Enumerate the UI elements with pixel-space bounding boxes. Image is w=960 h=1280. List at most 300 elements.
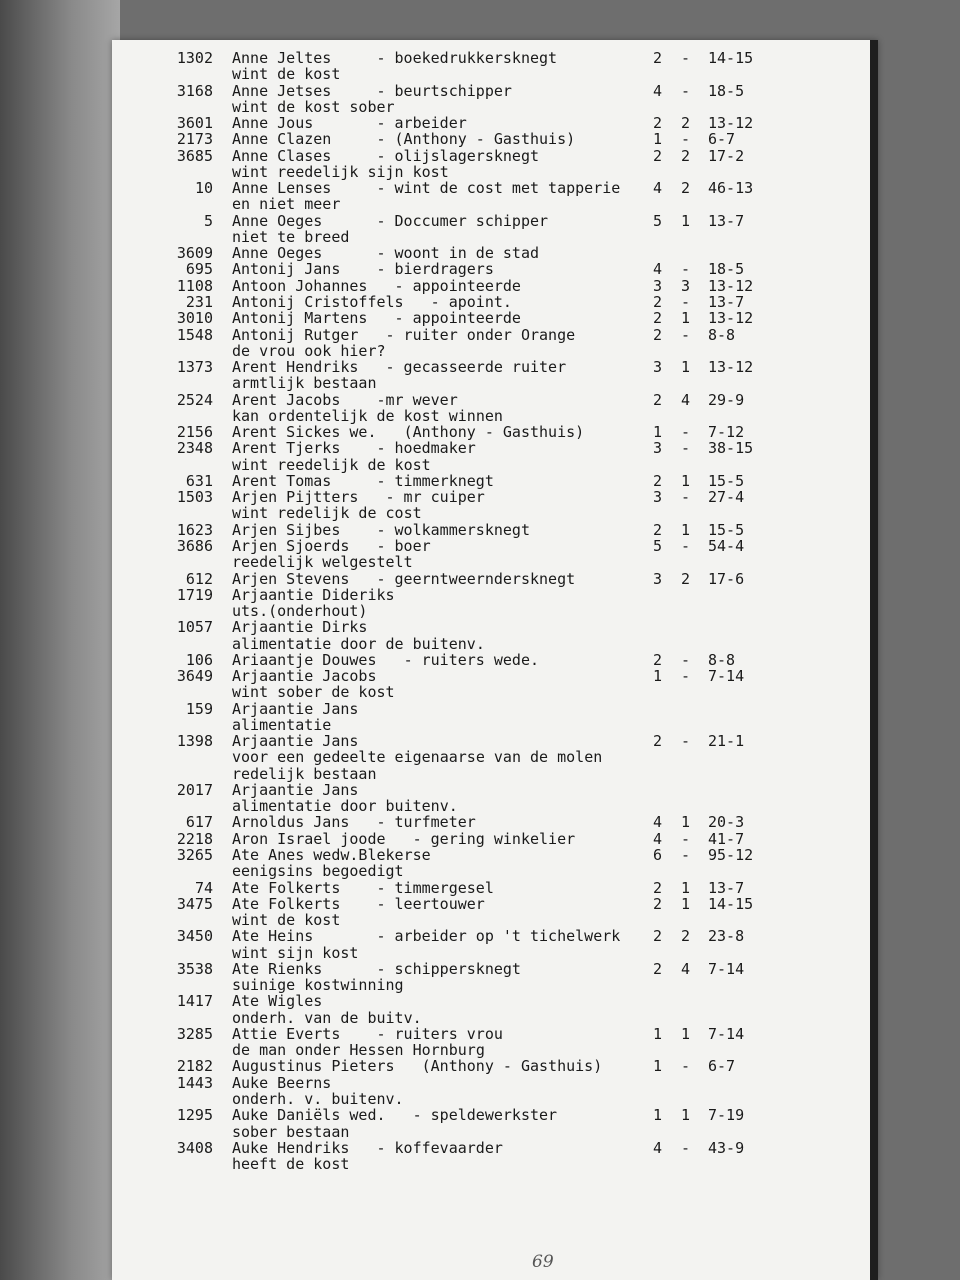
entry-number: 1417 <box>176 992 213 1011</box>
entry-occupation: -mr wever <box>376 390 458 409</box>
entry-name: Arent Hendriks <box>232 358 359 377</box>
entry-name: Antoon Johannes <box>232 276 368 295</box>
entry-note-row <box>112 912 878 928</box>
entry-number: 2348 <box>176 439 213 458</box>
entry-note: onderh. v. buitenv. <box>232 1090 404 1108</box>
entry-occupation: - bierdragers <box>376 260 494 279</box>
entry-row <box>112 880 878 896</box>
entry-col-b: - <box>681 439 691 458</box>
entry-row <box>112 424 878 440</box>
entry-occupation: - ruiters vrou <box>376 1024 503 1043</box>
entry-col-b: - <box>681 81 691 100</box>
entry-col-c: 43-9 <box>708 1138 745 1157</box>
entry-col-a: 2 <box>653 292 663 311</box>
entry-row <box>112 522 878 538</box>
entry-name: Arjen Stevens <box>232 569 350 588</box>
entry-name: Augustinus Pieters <box>232 1057 395 1076</box>
entry-name: Anne Jetses <box>232 81 332 100</box>
entry-row <box>112 359 878 375</box>
entry-number: 74 <box>194 878 213 897</box>
entry-col-c: 17-2 <box>708 146 745 165</box>
entry-name: Anne Oeges <box>232 244 323 263</box>
entry-col-a: 2 <box>653 49 663 67</box>
entry-row <box>112 50 878 66</box>
entry-col-a: 4 <box>653 260 663 279</box>
entry-number: 2182 <box>176 1057 213 1076</box>
entry-col-b: - <box>681 846 691 865</box>
entry-name: Arjen Sijbes <box>232 520 341 539</box>
entry-col-a: 2 <box>653 650 663 669</box>
entry-col-b: 1 <box>681 211 691 230</box>
entry-col-c: 15-5 <box>708 520 745 539</box>
document-page <box>112 40 878 1280</box>
entry-number: 2173 <box>176 130 213 149</box>
entry-number: 1398 <box>176 732 213 751</box>
entry-number: 3475 <box>176 894 213 913</box>
entry-number: 3538 <box>176 959 213 978</box>
entry-row <box>112 961 878 977</box>
entry-note-row <box>112 343 878 359</box>
entry-row <box>112 1107 878 1123</box>
entry-note-row <box>112 408 878 424</box>
entry-row <box>112 278 878 294</box>
entry-col-c: 15-5 <box>708 471 745 490</box>
entry-occupation: - appointeerde <box>394 309 521 328</box>
entry-col-a: 5 <box>653 211 663 230</box>
entry-note-row <box>112 457 878 473</box>
entry-note-row <box>112 863 878 879</box>
entry-col-a: 3 <box>653 358 663 377</box>
entry-col-b: 1 <box>681 520 691 539</box>
entry-number: 1623 <box>176 520 213 539</box>
entry-name: Antonij Cristoffels <box>232 292 404 311</box>
entry-col-b: - <box>681 536 691 555</box>
entry-name: Antonij Jans <box>232 260 341 279</box>
entry-row <box>112 1058 878 1074</box>
entry-name: Auke Beerns <box>232 1073 332 1092</box>
entry-occupation: - boer <box>376 536 431 555</box>
entry-col-b: 1 <box>681 358 691 377</box>
entry-note-row <box>112 375 878 391</box>
entry-name: Arent Tomas <box>232 471 332 490</box>
entry-col-b: - <box>681 829 691 848</box>
entry-col-a: 1 <box>653 1106 663 1125</box>
entry-col-b: - <box>681 292 691 311</box>
entry-occupation: - apoint. <box>430 292 512 311</box>
entry-col-b: 1 <box>681 1106 691 1125</box>
entry-name: Antonij Martens <box>232 309 368 328</box>
entry-col-c: 8-8 <box>708 325 736 344</box>
entry-note: suinige kostwinning <box>232 976 404 995</box>
entry-list <box>112 50 878 1172</box>
entry-row <box>112 701 878 717</box>
entry-col-a: 2 <box>653 309 663 328</box>
entry-note: uts.(onderhout) <box>232 602 368 621</box>
entry-occupation: - wint de cost met tapperie <box>376 179 621 198</box>
entry-row <box>112 1140 878 1156</box>
entry-name: Arjen Sjoerds <box>232 536 350 555</box>
entry-col-a: 3 <box>653 439 663 458</box>
entry-occupation: (Anthony - Gasthuis) <box>421 1057 603 1076</box>
entry-col-a: 4 <box>653 81 663 100</box>
entry-col-c: 13-12 <box>708 358 754 377</box>
entry-note-row <box>112 749 878 765</box>
entry-col-c: 21-1 <box>708 732 745 751</box>
entry-number: 1503 <box>176 488 213 507</box>
entry-note-row <box>112 798 878 814</box>
entry-row <box>112 993 878 1009</box>
entry-occupation: - hoedmaker <box>376 439 476 458</box>
entry-row <box>112 1075 878 1091</box>
entry-name: Ate Folkerts <box>232 894 341 913</box>
entry-row <box>112 115 878 131</box>
entry-col-c: 13-12 <box>708 276 754 295</box>
entry-note-row <box>112 99 878 115</box>
entry-note-row <box>112 1010 878 1026</box>
entry-number: 2156 <box>176 423 213 442</box>
entry-name: Ate Wigles <box>232 992 323 1011</box>
entry-name: Arent Tjerks <box>232 439 341 458</box>
entry-row <box>112 782 878 798</box>
entry-occupation: - leertouwer <box>376 894 485 913</box>
entry-note-row <box>112 977 878 993</box>
entry-col-a: 1 <box>653 667 663 686</box>
entry-name: Arjaantie Dirks <box>232 618 368 637</box>
entry-col-c: 13-7 <box>708 292 745 311</box>
entry-col-c: 95-12 <box>708 846 754 865</box>
entry-note: wint reedelijk sijn kost <box>232 162 449 181</box>
entry-name: Ate Anes wedw.Blekerse <box>232 846 431 865</box>
entry-occupation: - (Anthony - Gasthuis) <box>376 130 576 149</box>
entry-col-b: 2 <box>681 927 691 946</box>
page-number: 69 <box>532 1252 554 1272</box>
entry-row <box>112 327 878 343</box>
entry-note: eenigsins begoedigt <box>232 862 404 881</box>
entry-name: Arent Jacobs <box>232 390 341 409</box>
background-shadow <box>0 0 120 1280</box>
entry-col-a: 2 <box>653 325 663 344</box>
entry-occupation: - arbeider <box>376 114 467 133</box>
entry-name: Ate Folkerts <box>232 878 341 897</box>
entry-col-a: 2 <box>653 146 663 165</box>
entry-col-b: - <box>681 130 691 149</box>
entry-occupation: - speldewerkster <box>412 1106 558 1125</box>
entry-number: 1373 <box>176 358 213 377</box>
entry-col-a: 4 <box>653 1138 663 1157</box>
entry-col-b: 2 <box>681 179 691 198</box>
entry-name: Auke Hendriks <box>232 1138 350 1157</box>
entry-number: 1108 <box>176 276 213 295</box>
entry-col-b: 2 <box>681 569 691 588</box>
entry-col-c: 18-5 <box>708 81 745 100</box>
entry-number: 3450 <box>176 927 213 946</box>
entry-name: Aron Israel joode <box>232 829 386 848</box>
entry-col-c: 41-7 <box>708 829 745 848</box>
entry-col-c: 7-14 <box>708 959 745 978</box>
entry-note: sober bestaan <box>232 1122 350 1141</box>
entry-note: onderh. van de buitv. <box>232 1008 422 1027</box>
entry-name: Anne Jous <box>232 114 314 133</box>
entry-name: Arjaantie Jans <box>232 699 359 718</box>
entry-col-c: 8-8 <box>708 650 736 669</box>
entry-number: 106 <box>185 650 213 669</box>
entry-number: 1443 <box>176 1073 213 1092</box>
entry-col-b: 1 <box>681 878 691 897</box>
entry-row <box>112 489 878 505</box>
entry-name: Ate Rienks <box>232 959 323 978</box>
entry-row <box>112 831 878 847</box>
entry-col-b: 2 <box>681 146 691 165</box>
entry-row <box>112 83 878 99</box>
entry-note: de man onder Hessen Hornburg <box>232 1041 485 1060</box>
entry-col-a: 2 <box>653 471 663 490</box>
entry-note-row <box>112 1124 878 1140</box>
entry-row <box>112 652 878 668</box>
entry-col-c: 13-12 <box>708 114 754 133</box>
entry-col-a: 2 <box>653 732 663 751</box>
entry-occupation: - turfmeter <box>376 813 476 832</box>
entry-col-b: 1 <box>681 1024 691 1043</box>
entry-name: Arnoldus Jans <box>232 813 350 832</box>
entry-number: 3609 <box>176 244 213 263</box>
entry-note-row <box>112 505 878 521</box>
entry-note-row <box>112 66 878 82</box>
entry-number: 1548 <box>176 325 213 344</box>
entry-note: niet te breed <box>232 227 350 246</box>
entry-col-a: 3 <box>653 488 663 507</box>
entry-row <box>112 473 878 489</box>
entry-number: 3265 <box>176 846 213 865</box>
entry-occupation: - mr cuiper <box>385 488 485 507</box>
entry-number: 631 <box>185 471 213 490</box>
entry-col-c: 17-6 <box>708 569 745 588</box>
entry-occupation: - gecasseerde ruiter <box>385 358 567 377</box>
entry-col-c: 20-3 <box>708 813 745 832</box>
entry-name: Anne Jeltes <box>232 49 332 67</box>
entry-note: de vrou ook hier? <box>232 341 386 360</box>
entry-col-a: 2 <box>653 390 663 409</box>
entry-row <box>112 538 878 554</box>
entry-col-c: 13-12 <box>708 309 754 328</box>
entry-name: Anne Clazen <box>232 130 332 149</box>
entry-col-a: 3 <box>653 569 663 588</box>
entry-occupation: - geerntweerndersknegt <box>376 569 576 588</box>
entry-row <box>112 261 878 277</box>
entry-note: heeft de kost <box>232 1155 350 1174</box>
entry-name: Arjaantie Dideriks <box>232 585 395 604</box>
entry-note: alimentatie door buitenv. <box>232 797 458 816</box>
entry-col-b: - <box>681 1057 691 1076</box>
entry-note: wint redelijk de cost <box>232 504 422 523</box>
entry-col-b: - <box>681 650 691 669</box>
entry-number: 2017 <box>176 780 213 799</box>
entry-col-c: 18-5 <box>708 260 745 279</box>
entry-row <box>112 1026 878 1042</box>
entry-name: Arent Sickes we. <box>232 423 377 442</box>
entry-row <box>112 440 878 456</box>
entry-col-b: - <box>681 49 691 67</box>
entry-number: 159 <box>185 699 213 718</box>
entry-row <box>112 213 878 229</box>
entry-col-b: - <box>681 667 691 686</box>
entry-note: wint de kost <box>232 911 341 930</box>
entry-number: 695 <box>185 260 213 279</box>
entry-note: reedelijk welgestelt <box>232 553 413 572</box>
entry-number: 1302 <box>176 49 213 67</box>
entry-note: wint reedelijk de kost <box>232 455 431 474</box>
entry-note: wint sijn kost <box>232 943 359 962</box>
entry-row <box>112 571 878 587</box>
entry-occupation: (Anthony - Gasthuis) <box>403 423 585 442</box>
entry-number: 1295 <box>176 1106 213 1125</box>
entry-col-a: 1 <box>653 1057 663 1076</box>
entry-row <box>112 928 878 944</box>
entry-note: en niet meer <box>232 195 341 214</box>
entry-occupation: - timmerknegt <box>376 471 494 490</box>
entry-note: alimentatie <box>232 715 332 734</box>
entry-col-a: 2 <box>653 878 663 897</box>
entry-number: 5 <box>203 211 213 230</box>
entry-row <box>112 392 878 408</box>
entry-number: 1057 <box>176 618 213 637</box>
entry-name: Arjen Pijtters <box>232 488 359 507</box>
entry-col-c: 13-7 <box>708 211 745 230</box>
entry-name: Auke Daniëls wed. <box>232 1106 386 1125</box>
entry-note-row <box>112 636 878 652</box>
entry-col-b: - <box>681 260 691 279</box>
entry-col-b: - <box>681 325 691 344</box>
entry-row <box>112 294 878 310</box>
entry-name: Antonij Rutger <box>232 325 359 344</box>
entry-name: Ariaantje Douwes <box>232 650 377 669</box>
entry-note: wint de kost sober <box>232 97 395 116</box>
entry-name: Arjaantie Jans <box>232 732 359 751</box>
entry-row <box>112 814 878 830</box>
entry-col-c: 6-7 <box>708 130 736 149</box>
entry-col-a: 2 <box>653 520 663 539</box>
entry-name: Anne Lenses <box>232 179 332 198</box>
entry-col-a: 4 <box>653 813 663 832</box>
entry-col-c: 7-14 <box>708 667 745 686</box>
entry-row <box>112 245 878 261</box>
entry-col-b: - <box>681 732 691 751</box>
entry-col-c: 7-14 <box>708 1024 745 1043</box>
entry-occupation: - Doccumer schipper <box>376 211 549 230</box>
entry-note-row <box>112 1042 878 1058</box>
entry-occupation: - wolkammersknegt <box>376 520 530 539</box>
entry-note-row <box>112 945 878 961</box>
entry-row <box>112 587 878 603</box>
entry-number: 3601 <box>176 114 213 133</box>
entry-occupation: - schippersknegt <box>376 959 521 978</box>
entry-note-row <box>112 1091 878 1107</box>
entry-number: 3686 <box>176 536 213 555</box>
entry-col-a: 2 <box>653 114 663 133</box>
entry-number: 3649 <box>176 667 213 686</box>
entry-col-c: 29-9 <box>708 390 745 409</box>
entry-col-b: 1 <box>681 471 691 490</box>
entry-occupation: - gering winkelier <box>412 829 576 848</box>
entry-note-row <box>112 766 878 782</box>
entry-row <box>112 619 878 635</box>
entry-col-c: 23-8 <box>708 927 745 946</box>
entry-row <box>112 148 878 164</box>
entry-number: 231 <box>185 292 213 311</box>
entry-note: alimentatie door de buitenv. <box>232 634 485 653</box>
entry-note: wint sober de kost <box>232 683 395 702</box>
entry-occupation: - ruiter onder Orange <box>385 325 576 344</box>
entry-col-a: 2 <box>653 959 663 978</box>
entry-occupation: - arbeider op 't tichelwerk <box>376 927 621 946</box>
entry-note-row <box>112 684 878 700</box>
entry-occupation: - woont in de stad <box>376 244 540 263</box>
entry-col-b: 4 <box>681 959 691 978</box>
entry-note: kan ordentelijk de kost winnen <box>232 406 503 425</box>
entry-note: redelijk bestaan <box>232 764 377 783</box>
entry-name: Anne Oeges <box>232 211 323 230</box>
entry-col-c: 13-7 <box>708 878 745 897</box>
entry-col-b: - <box>681 488 691 507</box>
entry-col-a: 3 <box>653 276 663 295</box>
entry-occupation: - boekedrukkersknegt <box>376 49 558 67</box>
entry-number: 2218 <box>176 829 213 848</box>
entry-number: 3010 <box>176 309 213 328</box>
entry-number: 612 <box>185 569 213 588</box>
entry-note-row <box>112 554 878 570</box>
entry-row <box>112 310 878 326</box>
entry-note-row <box>112 229 878 245</box>
entry-note-row <box>112 196 878 212</box>
entry-col-c: 7-19 <box>708 1106 745 1125</box>
entry-row <box>112 131 878 147</box>
entry-number: 3168 <box>176 81 213 100</box>
entry-note-row <box>112 1156 878 1172</box>
entry-row <box>112 733 878 749</box>
entry-number: 3685 <box>176 146 213 165</box>
entry-col-a: 5 <box>653 536 663 555</box>
entry-name: Anne Clases <box>232 146 332 165</box>
entry-col-c: 14-15 <box>708 894 754 913</box>
entry-col-c: 7-12 <box>708 423 745 442</box>
entry-col-a: 6 <box>653 846 663 865</box>
entry-col-a: 1 <box>653 423 663 442</box>
entry-row <box>112 180 878 196</box>
entry-col-b: - <box>681 423 691 442</box>
entry-row <box>112 896 878 912</box>
entry-col-a: 1 <box>653 1024 663 1043</box>
entry-occupation: - timmergesel <box>376 878 494 897</box>
entry-row <box>112 847 878 863</box>
entry-col-a: 2 <box>653 894 663 913</box>
entry-col-c: 6-7 <box>708 1057 736 1076</box>
entry-col-b: 2 <box>681 114 691 133</box>
entry-row <box>112 668 878 684</box>
entry-occupation: - beurtschipper <box>376 81 512 100</box>
entry-occupation: - koffevaarder <box>376 1138 503 1157</box>
entry-col-c: 54-4 <box>708 536 745 555</box>
entry-note-row <box>112 164 878 180</box>
entry-col-b: 1 <box>681 894 691 913</box>
entry-note-row <box>112 717 878 733</box>
entry-occupation: - appointeerde <box>394 276 521 295</box>
entry-name: Arjaantie Jans <box>232 780 359 799</box>
entry-number: 3408 <box>176 1138 213 1157</box>
entry-col-b: 1 <box>681 309 691 328</box>
entry-note: armtlijk bestaan <box>232 374 377 393</box>
entry-occupation: - olijslagersknegt <box>376 146 540 165</box>
entry-note-row <box>112 603 878 619</box>
entry-col-a: 4 <box>653 179 663 198</box>
